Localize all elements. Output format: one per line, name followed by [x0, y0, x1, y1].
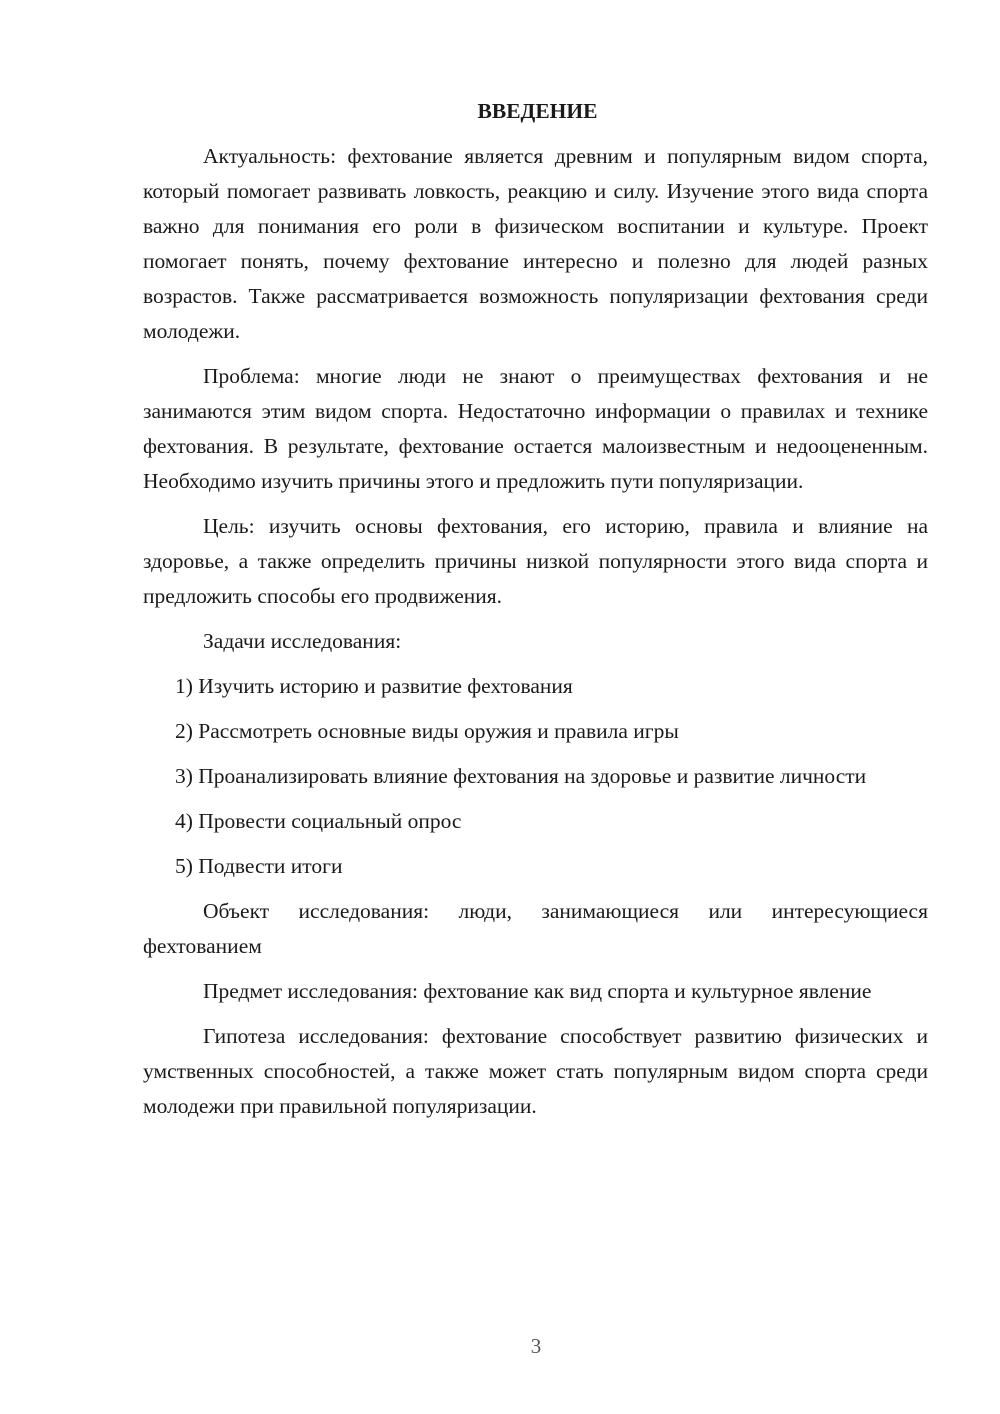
subject-paragraph: Предмет исследования: фехтование как вид спорта и культурное явление — [203, 979, 872, 1003]
tasks-list — [143, 669, 928, 884]
goal-paragraph: Цель: изучить основы фехтования, его историю, правила и влияние на здоровье, а также определить причины низкой популярности этого вида спорта и предложить способы его продвижения. — [143, 514, 928, 608]
list-item: 5) Подвести итоги — [175, 854, 343, 878]
problem-paragraph: Проблема: многие люди не знают о преимуществах фехтования и не занимаются этим видом спорта. Недостаточно информации о правилах и технике фехтования. В результате, фехтование остается малоизвестным и недооцененным. Необходимо изучить причины этого и предложить пути популяризации. — [143, 364, 928, 493]
tasks-heading: Задачи исследования: — [203, 629, 402, 653]
hypothesis-paragraph: Гипотеза исследования: фехтование способствует развитию физических и умственных способностей, а также может стать популярным видом спорта среди молодежи при правильной популяризации. — [143, 1024, 928, 1118]
list-item: 1) Изучить историю и развитие фехтования — [175, 674, 573, 698]
relevance-paragraph: Актуальность: фехтование является древним и популярным видом спорта, который помогает развивать ловкость, реакцию и силу. Изучение этого вида спорта важно для понимания его роли в физическом воспитании и культуре. Проект помогает понять, почему фехтование интересно и полезно для людей разных возрастов. Также рассматривается возможность популяризации фехтования среди молодежи. — [143, 144, 928, 343]
page-title: ВВЕДЕНИЕ — [477, 99, 598, 123]
document-page — [143, 94, 928, 1134]
page-number: 3 — [530, 1334, 542, 1358]
list-item: 4) Провести социальный опрос — [175, 809, 462, 833]
object-paragraph: Объект исследования: люди, занимающиеся или интересующиеся фехтованием — [143, 899, 928, 958]
list-item: 3) Проанализировать влияние фехтования на здоровье и развитие личности — [175, 764, 867, 788]
list-item: 2) Рассмотреть основные виды оружия и правила игры — [175, 719, 679, 743]
